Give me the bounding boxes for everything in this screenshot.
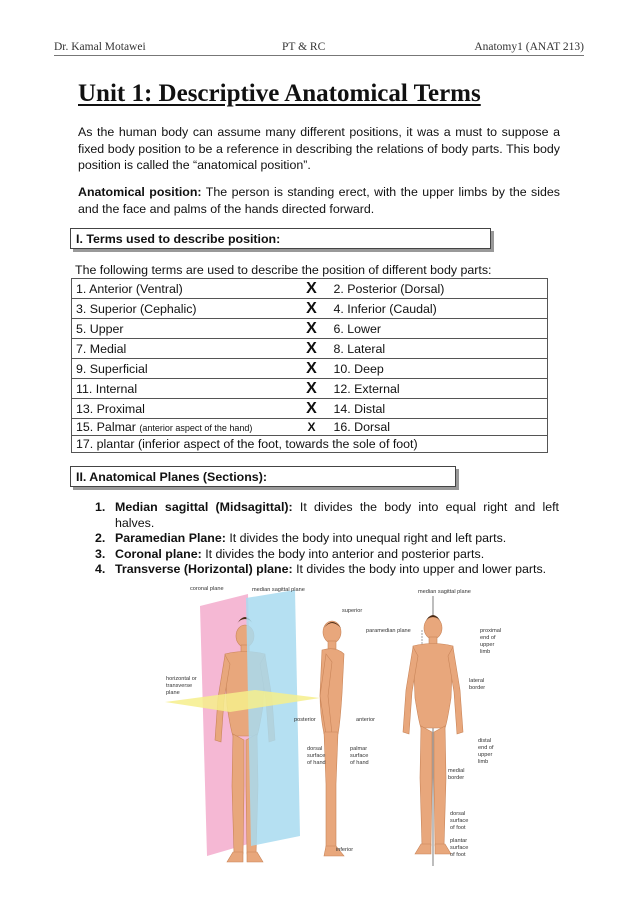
label-coronal-plane: coronal plane	[190, 586, 224, 592]
list-number: 4.	[95, 562, 106, 576]
label-dorsal-hand-1: dorsal	[307, 746, 323, 752]
list-item	[95, 500, 559, 531]
term-left: 3. Superior (Cephalic)	[72, 299, 294, 319]
label-dorsal-hand-3: of hand	[307, 760, 326, 766]
label-distal-3: upper	[478, 752, 493, 758]
table-row	[72, 359, 548, 379]
term-right: 10. Deep	[330, 359, 548, 379]
term-right: 2. Posterior (Dorsal)	[330, 279, 548, 299]
side-view-figure	[294, 608, 375, 856]
plane-term: Median sagittal (Midsagittal):	[115, 500, 293, 514]
anatomy-illustration	[160, 584, 600, 866]
label-proximal-2: end of	[480, 635, 496, 641]
label-median-sagittal-plane-b: median sagittal plane	[418, 589, 471, 595]
label-distal-1: distal	[478, 738, 492, 744]
term-right: 8. Lateral	[330, 339, 548, 359]
term-left: 1. Anterior (Ventral)	[72, 279, 294, 299]
plane-term: Paramedian Plane:	[115, 531, 226, 545]
list-item	[95, 562, 559, 578]
label-distal-2: end of	[478, 745, 494, 751]
opposite-mark: X	[294, 379, 330, 399]
intro-paragraph: As the human body can assume many different positions, it was a must to suppose a fixed body position to be a reference in describing the relations of body parts. This body position is called the “anatomical position”.	[78, 125, 560, 172]
opposite-mark: X	[294, 419, 330, 436]
label-lateral-2: border	[469, 685, 486, 691]
plane-description: It divides the body into anterior and posterior parts.	[201, 546, 485, 561]
header-author: Dr. Kamal Motawei	[54, 41, 146, 53]
list-item	[95, 547, 559, 563]
terms-table	[71, 278, 548, 453]
term-left: 11. Internal	[72, 379, 294, 399]
label-posterior: posterior	[294, 717, 316, 723]
label-palmar-hand-3: of hand	[350, 760, 369, 766]
term-right: 4. Inferior (Caudal)	[330, 299, 548, 319]
label-plantar-2: surface	[450, 845, 469, 851]
anatomical-position-text: The person is standing erect, with the upper limbs by the sides and the face and palms of the hands directed forward.	[78, 185, 560, 216]
median-sagittal-plane	[246, 590, 300, 846]
plane-description: It divides the body into unequal right and left parts.	[225, 531, 507, 545]
table-row	[72, 299, 548, 319]
header-course: Anatomy1 (ANAT 213)	[474, 41, 584, 53]
term-right: 14. Distal	[330, 399, 548, 419]
page-title: Unit 1: Descriptive Anatomical Terms	[78, 80, 481, 107]
table-row	[72, 339, 548, 359]
term-palmar-note: (anterior aspect of the hand)	[139, 423, 253, 433]
anatomical-position-label: Anatomical position:	[78, 185, 202, 199]
section-heading-position-terms: I. Terms used to describe position:	[70, 228, 491, 249]
label-inferior: inferior	[336, 847, 354, 853]
label-proximal-1: proximal	[480, 628, 502, 634]
term-right: 12. External	[330, 379, 548, 399]
list-item	[95, 531, 559, 547]
plane-term: Transverse (Horizontal) plane:	[115, 562, 293, 576]
opposite-mark: X	[294, 279, 330, 299]
table-row	[72, 399, 548, 419]
table-row-plantar	[72, 436, 548, 453]
label-median-sagittal-plane: median sagittal plane	[252, 587, 305, 593]
term-palmar: 15. Palmar	[76, 420, 140, 434]
body-side	[320, 621, 344, 856]
term-left: 9. Superficial	[72, 359, 294, 379]
label-palmar-hand-2: surface	[350, 753, 369, 759]
label-dorsal-foot-3: of foot	[450, 825, 466, 831]
label-anterior: anterior	[356, 717, 375, 723]
opposite-mark: X	[294, 319, 330, 339]
front-view-figure	[366, 589, 501, 866]
plane-term: Coronal plane:	[115, 546, 202, 561]
label-dorsal-foot-1: dorsal	[450, 811, 466, 817]
list-number: 2.	[95, 531, 106, 545]
planes-list	[95, 500, 559, 578]
term-right: 6. Lower	[330, 319, 548, 339]
term-left: 13. Proximal	[72, 399, 294, 419]
list-number: 1.	[95, 500, 106, 514]
section-heading-planes: II. Anatomical Planes (Sections):	[70, 466, 456, 487]
table-row-palmar	[72, 419, 548, 436]
table-row	[72, 319, 548, 339]
label-palmar-hand-1: palmar	[350, 746, 368, 752]
opposite-mark: X	[294, 299, 330, 319]
label-medial-1: medial	[448, 768, 465, 774]
label-superior: superior	[342, 608, 363, 614]
label-proximal-4: limb	[480, 649, 491, 655]
opposite-mark: X	[294, 339, 330, 359]
header-department: PT & RC	[282, 41, 326, 53]
term-plantar: 17. plantar (inferior aspect of the foot, towards the sole of foot)	[72, 436, 548, 453]
label-horizontal-1: horizontal or	[166, 676, 197, 682]
opposite-mark: X	[294, 359, 330, 379]
anatomy-figure	[160, 584, 600, 866]
page-header	[54, 42, 584, 56]
planes-figure	[165, 586, 323, 862]
label-medial-2: border	[448, 775, 465, 781]
label-plantar-3: of foot	[450, 852, 466, 858]
label-proximal-3: upper	[480, 642, 495, 648]
table-row	[72, 379, 548, 399]
label-dorsal-hand-2: surface	[307, 753, 326, 759]
term-left: 7. Medial	[72, 339, 294, 359]
label-distal-4: limb	[478, 759, 489, 765]
term-left: 5. Upper	[72, 319, 294, 339]
terms-intro: The following terms are used to describe the position of different body parts:	[75, 263, 492, 277]
label-plantar-1: plantar	[450, 838, 468, 844]
label-horizontal-3: plane	[166, 690, 180, 696]
plane-description: It divides the body into equal right and left halves.	[115, 500, 559, 530]
plane-description: It divides the body into upper and lower parts.	[292, 562, 547, 576]
table-row	[72, 279, 548, 299]
label-dorsal-foot-2: surface	[450, 818, 469, 824]
opposite-mark: X	[294, 399, 330, 419]
label-lateral-1: lateral	[469, 678, 485, 684]
anatomical-position-paragraph	[78, 184, 560, 217]
list-number: 3.	[95, 546, 106, 561]
term-left	[72, 419, 294, 436]
label-paramedian-plane: paramedian plane	[366, 628, 411, 634]
label-horizontal-2: transverse	[166, 683, 193, 689]
term-right: 16. Dorsal	[330, 419, 548, 436]
